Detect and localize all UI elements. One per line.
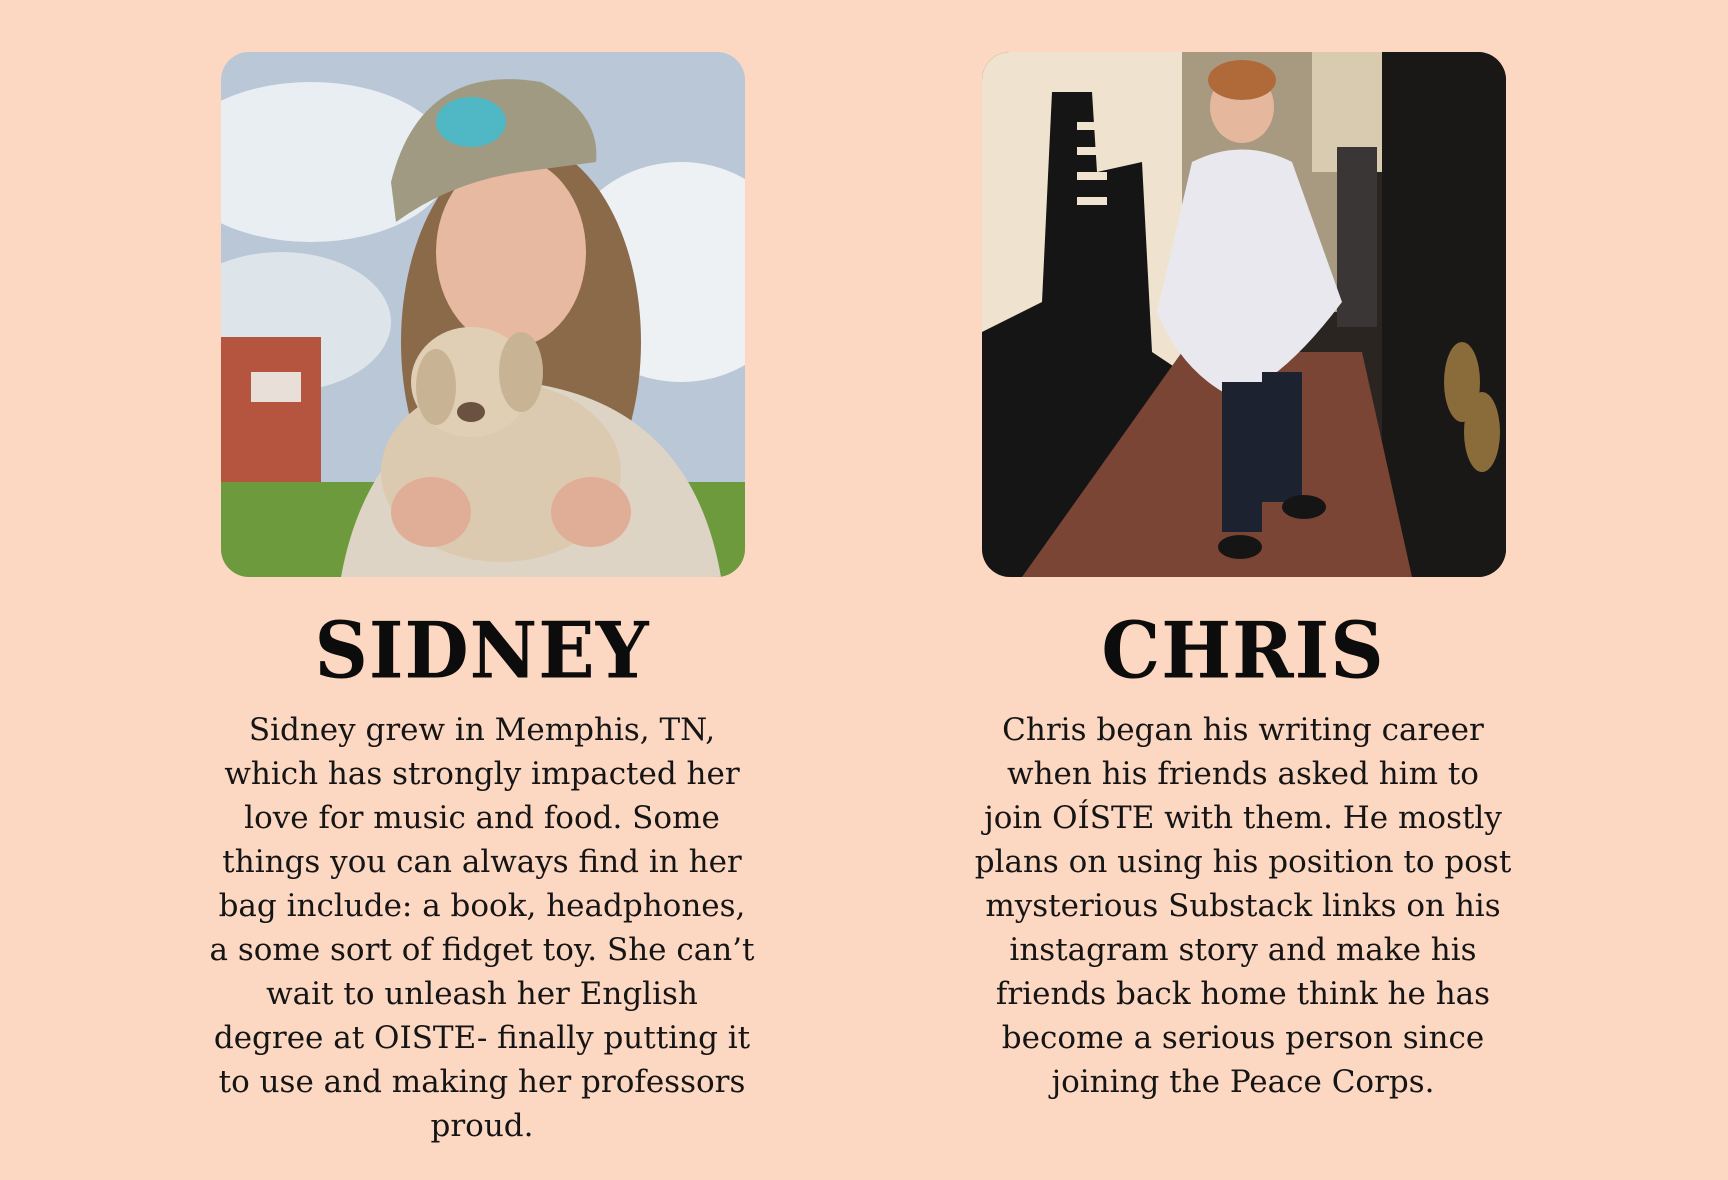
bio-line: to use and making her professors <box>218 1064 746 1100</box>
chris-photo-image <box>982 52 1506 577</box>
bio-line: plans on using his position to post <box>974 844 1512 880</box>
sidney-photo-image <box>221 52 745 577</box>
bio-line: when his friends asked him to <box>1007 756 1479 792</box>
bio-line: love for music and food. Some <box>244 800 720 836</box>
chris-photo <box>982 52 1506 577</box>
sidney-photo <box>221 52 745 577</box>
bio-line: wait to unleash her English <box>266 976 698 1012</box>
bio-line: join OÍSTE with them. He mostly <box>984 800 1502 836</box>
profile-bio <box>202 708 762 1148</box>
profile-name: CHRIS <box>1101 605 1385 697</box>
bio-line: proud. <box>430 1108 534 1144</box>
bio-line: instagram story and make his <box>1009 932 1477 968</box>
bio-line: a some sort of fidget toy. She can’t <box>209 932 755 968</box>
bio-line: which has strongly impacted her <box>224 756 740 792</box>
bio-line: Chris began his writing career <box>1002 712 1484 748</box>
bio-line: friends back home think he has <box>995 976 1491 1012</box>
bio-line: mysterious Substack links on his <box>985 888 1501 924</box>
profile-bio <box>963 708 1523 1104</box>
bio-line: things you can always find in her <box>222 844 742 880</box>
bio-line: bag include: a book, headphones, <box>218 888 746 924</box>
bio-line: Sidney grew in Memphis, TN, <box>248 712 716 748</box>
bio-line: joining the Peace Corps. <box>1051 1064 1435 1100</box>
bio-line: become a serious person since <box>1001 1020 1485 1056</box>
bio-line: degree at OISTE- finally putting it <box>213 1020 751 1056</box>
profile-name: SIDNEY <box>314 605 650 697</box>
